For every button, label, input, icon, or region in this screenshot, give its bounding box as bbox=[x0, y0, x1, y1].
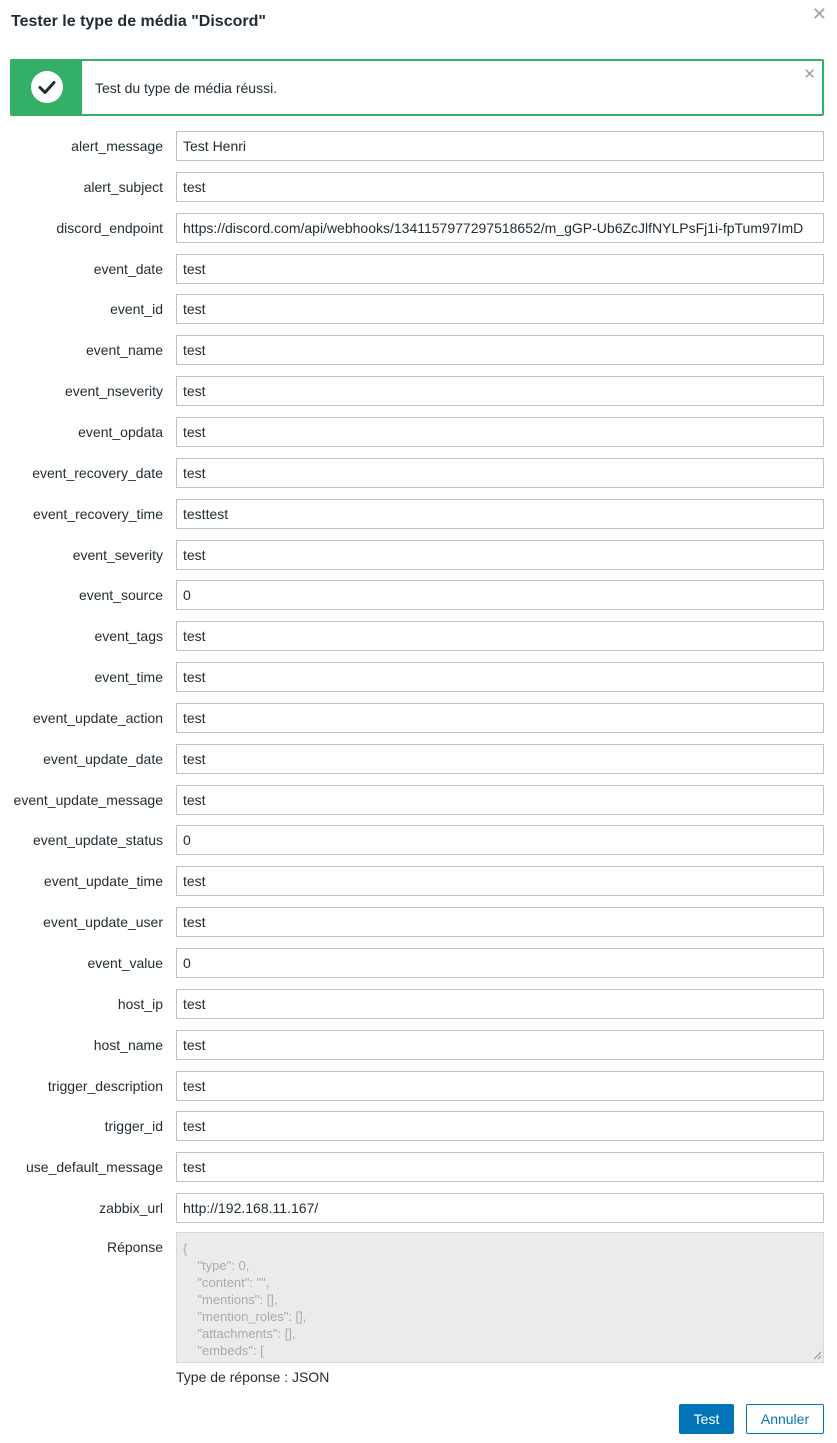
form-row-event-name bbox=[0, 335, 837, 365]
event-update-date-input[interactable] bbox=[176, 744, 824, 774]
form-row-event-update-message bbox=[0, 785, 837, 815]
resize-grip-icon[interactable] bbox=[813, 1351, 822, 1360]
field-label: zabbix_url bbox=[99, 1200, 163, 1216]
event-update-user-input[interactable] bbox=[176, 907, 824, 937]
field-label: event_severity bbox=[72, 547, 163, 563]
form-row-event-opdata bbox=[0, 417, 837, 447]
event-update-message-input[interactable] bbox=[176, 785, 824, 815]
discord-endpoint-input[interactable] bbox=[176, 213, 824, 243]
form-row-event-update-user bbox=[0, 907, 837, 937]
event-value-input[interactable] bbox=[176, 948, 824, 978]
field-label: event_update_action bbox=[33, 710, 163, 726]
field-label: event_update_message bbox=[13, 792, 163, 808]
field-label: event_recovery_date bbox=[32, 465, 163, 481]
field-label: event_name bbox=[85, 342, 163, 358]
field-label: alert_message bbox=[71, 138, 163, 154]
success-message-text: Test du type de média réussi. bbox=[95, 80, 278, 96]
trigger-description-input[interactable] bbox=[176, 1071, 824, 1101]
form-row-event-time bbox=[0, 662, 837, 692]
field-label: event_recovery_time bbox=[33, 506, 163, 522]
field-label: event_source bbox=[78, 587, 163, 603]
field-label: trigger_description bbox=[47, 1078, 163, 1094]
use-default-message-input[interactable] bbox=[176, 1152, 824, 1182]
field-label: event_date bbox=[93, 261, 163, 277]
field-label: event_time bbox=[94, 669, 163, 685]
field-label: event_update_date bbox=[43, 751, 163, 767]
event-tags-input[interactable] bbox=[176, 621, 824, 651]
form-row-event-update-time bbox=[0, 866, 837, 896]
event-severity-input[interactable] bbox=[176, 540, 824, 570]
event-update-time-input[interactable] bbox=[176, 866, 824, 896]
field-label: event_nseverity bbox=[64, 383, 163, 399]
form-row-event-nseverity bbox=[0, 376, 837, 406]
trigger-id-input[interactable] bbox=[176, 1111, 824, 1141]
response-type: Type de réponse : JSON bbox=[176, 1369, 330, 1385]
form-row-discord-endpoint bbox=[0, 213, 837, 243]
event-name-input[interactable] bbox=[176, 335, 824, 365]
success-icon-area bbox=[12, 61, 82, 114]
dialog-title: Tester le type de média "Discord" bbox=[11, 13, 266, 30]
form-row-event-id bbox=[0, 294, 837, 324]
form-row-host-name bbox=[0, 1030, 837, 1060]
field-label: use_default_message bbox=[26, 1159, 163, 1175]
form-row-event-tags bbox=[0, 621, 837, 651]
event-recovery-time-input[interactable] bbox=[176, 499, 824, 529]
response-textarea[interactable] bbox=[176, 1232, 824, 1363]
form-row-event-date bbox=[0, 254, 837, 284]
form-row-event-recovery-date bbox=[0, 458, 837, 488]
check-circle-icon bbox=[31, 71, 63, 103]
host-name-input[interactable] bbox=[176, 1030, 824, 1060]
success-message bbox=[10, 59, 824, 116]
form-row-event-update-date bbox=[0, 744, 837, 774]
event-opdata-input[interactable] bbox=[176, 417, 824, 447]
test-button[interactable]: Test bbox=[679, 1404, 734, 1434]
event-nseverity-input[interactable] bbox=[176, 376, 824, 406]
form-row-use-default-message bbox=[0, 1152, 837, 1182]
host-ip-input[interactable] bbox=[176, 989, 824, 1019]
form-row-alert-message bbox=[0, 131, 837, 161]
form-row-event-severity bbox=[0, 540, 837, 570]
event-id-input[interactable] bbox=[176, 294, 824, 324]
event-update-status-input[interactable] bbox=[176, 825, 824, 855]
event-date-input[interactable] bbox=[176, 254, 824, 284]
form-row-trigger-description bbox=[0, 1071, 837, 1101]
form-row-host-ip bbox=[0, 989, 837, 1019]
form-row-trigger-id bbox=[0, 1111, 837, 1141]
field-label: event_update_user bbox=[43, 914, 163, 930]
close-message-icon[interactable]: ✕ bbox=[803, 66, 816, 83]
close-dialog-icon[interactable]: ✕ bbox=[811, 4, 827, 24]
form-row-event-source bbox=[0, 580, 837, 610]
form-row-event-value bbox=[0, 948, 837, 978]
field-label: event_opdata bbox=[78, 424, 163, 440]
field-label: event_value bbox=[87, 955, 163, 971]
event-time-input[interactable] bbox=[176, 662, 824, 692]
response-label: Réponse bbox=[106, 1239, 163, 1255]
form-row-zabbix-url bbox=[0, 1193, 837, 1223]
field-label: host_ip bbox=[117, 996, 163, 1012]
field-label: event_update_status bbox=[33, 832, 163, 848]
field-label: alert_subject bbox=[83, 179, 163, 195]
event-recovery-date-input[interactable] bbox=[176, 458, 824, 488]
form-row-alert-subject bbox=[0, 172, 837, 202]
alert-message-input[interactable] bbox=[176, 131, 824, 161]
alert-subject-input[interactable] bbox=[176, 172, 824, 202]
event-update-action-input[interactable] bbox=[176, 703, 824, 733]
field-label: host_name bbox=[93, 1037, 163, 1053]
field-label: trigger_id bbox=[104, 1118, 163, 1134]
field-label: discord_endpoint bbox=[56, 220, 163, 236]
field-label: event_id bbox=[110, 301, 163, 317]
field-label: event_tags bbox=[94, 628, 163, 644]
zabbix-url-input[interactable] bbox=[176, 1193, 824, 1223]
form-row-event-update-status bbox=[0, 825, 837, 855]
event-source-input[interactable] bbox=[176, 580, 824, 610]
form-row-event-update-action bbox=[0, 703, 837, 733]
form-row-event-recovery-time bbox=[0, 499, 837, 529]
field-label: event_update_time bbox=[43, 873, 163, 889]
checkmark-icon bbox=[31, 71, 63, 103]
cancel-button[interactable]: Annuler bbox=[746, 1404, 824, 1434]
